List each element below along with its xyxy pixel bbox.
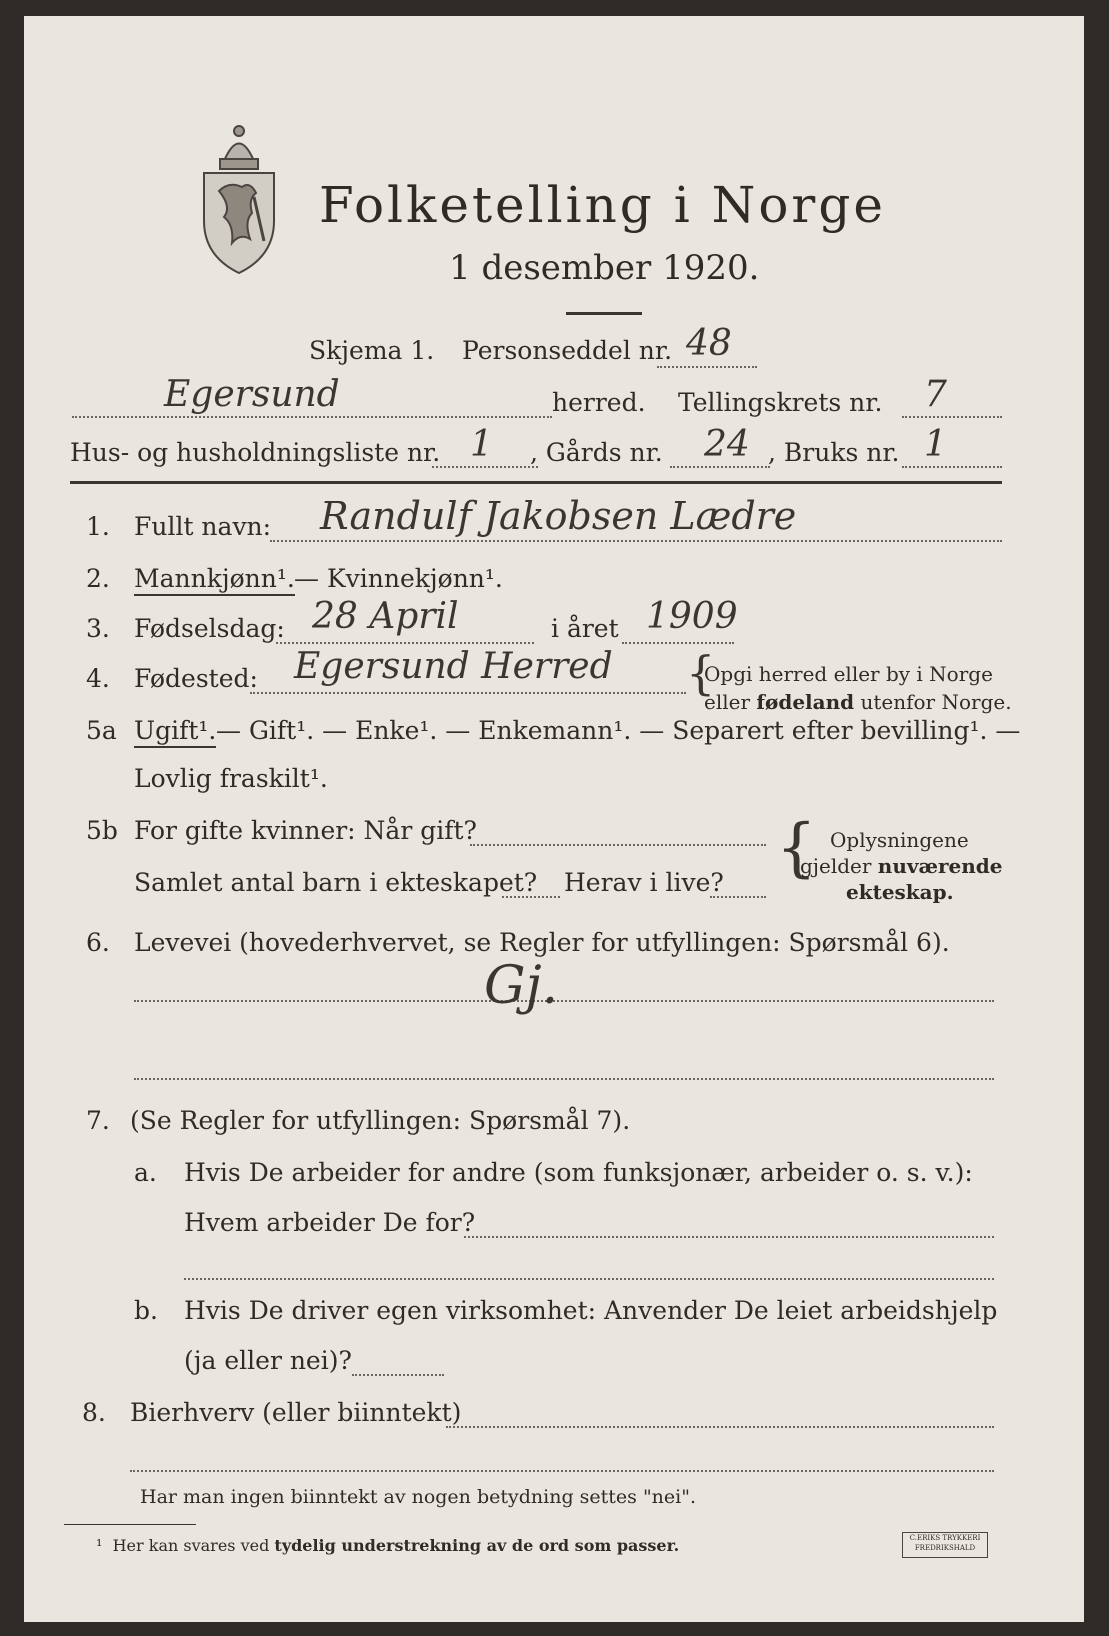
q5b-alive-label: Herav i live? xyxy=(564,868,724,897)
section-divider xyxy=(70,481,1002,484)
form-title: Folketelling i Norge xyxy=(319,176,886,234)
q7b-answer-line xyxy=(352,1374,444,1376)
tellingskrets-value: 7 xyxy=(924,374,947,415)
footer-note: Har man ingen biinntekt av nogen betydning settes "nei". xyxy=(140,1486,697,1508)
bruks-value: 1 xyxy=(924,424,947,465)
husliste-label: Hus- og husholdningsliste nr. xyxy=(70,438,441,467)
q8-line1 xyxy=(446,1426,994,1428)
q5a-ugift-underlined: Ugift¹. xyxy=(134,716,216,748)
q5b-note-line1: Oplysningene xyxy=(830,828,969,852)
personseddel-value: 48 xyxy=(686,323,732,364)
q5a-line2: Lovlig fraskilt¹. xyxy=(134,764,328,793)
husliste-value: 1 xyxy=(470,424,493,465)
q4-number: 4. xyxy=(86,664,110,693)
q7a-line-extra xyxy=(184,1278,994,1280)
q4-note-line2: eller fødeland utenfor Norge. xyxy=(704,690,1012,714)
q1-full-name: Randulf Jakobsen Lædre xyxy=(320,494,797,538)
q3-date-line xyxy=(276,642,534,644)
q6-number: 6. xyxy=(86,928,110,957)
q2-male-underlined: Mannkjønn¹. xyxy=(134,564,295,596)
personseddel-label: Personseddel nr. xyxy=(462,336,673,365)
printer-stamp: C.ERIKS TRYKKERI FREDRIKSHALD xyxy=(902,1532,988,1558)
q1-number: 1. xyxy=(86,512,110,541)
q5b-married-line xyxy=(470,844,766,846)
q4-note-line1: Opgi herred eller by i Norge xyxy=(704,662,993,686)
q8-label: Bierhverv (eller biinntekt) xyxy=(130,1398,462,1427)
q6-label: Levevei (hovederhvervet, se Regler for utfyllingen: Spørsmål 6). xyxy=(134,928,950,957)
husliste-line xyxy=(432,466,538,468)
q3-birth-date: 28 April xyxy=(312,596,459,637)
q5b-line1: For gifte kvinner: Når gift? xyxy=(134,816,477,845)
q3-label: Fødselsdag: xyxy=(134,614,285,643)
q4-birthplace: Egersund Herred xyxy=(294,646,613,687)
herred-line xyxy=(72,416,552,418)
q5b-number: 5b xyxy=(86,816,118,845)
q2-number: 2. xyxy=(86,564,110,593)
q2-female: — Kvinnekjønn¹. xyxy=(294,564,503,593)
q7a-line2: Hvem arbeider De for? xyxy=(184,1208,476,1237)
q7b-line2: (ja eller nei)? xyxy=(184,1346,352,1375)
q1-line xyxy=(270,540,1002,542)
q8-line2 xyxy=(130,1470,994,1472)
skjema-label: Skjema 1. xyxy=(309,336,435,365)
q6-occupation: Gj. xyxy=(484,956,559,1016)
personseddel-line xyxy=(657,366,757,368)
gards-line xyxy=(670,466,770,468)
q3-number: 3. xyxy=(86,614,110,643)
q5a-options: — Gift¹. — Enke¹. — Enkemann¹. — Separert efter bevilling¹. — xyxy=(216,716,1021,745)
q3-birth-year: 1909 xyxy=(646,596,738,637)
gards-value: 24 xyxy=(704,424,750,465)
q4-line xyxy=(250,692,686,694)
footnote-divider xyxy=(64,1524,196,1525)
q5b-brace: { xyxy=(776,811,817,885)
q7-label: (Se Regler for utfyllingen: Spørsmål 7). xyxy=(130,1106,631,1135)
q5b-alive-line xyxy=(710,896,766,898)
q6-line2 xyxy=(134,1078,994,1080)
q7-number: 7. xyxy=(86,1106,110,1135)
q5b-children-label: Samlet antal barn i ekteskapet? xyxy=(134,868,538,897)
q7b-line1: Hvis De driver egen virksomhet: Anvender De leiet arbeidshjelp xyxy=(184,1296,998,1325)
q6-line1 xyxy=(134,1000,994,1002)
tellingskrets-line xyxy=(902,416,1002,418)
q5b-note-line2: gjelder nuværende xyxy=(800,854,1003,878)
q5b-children-line xyxy=(502,896,560,898)
q4-label: Fødested: xyxy=(134,664,258,693)
gards-label: , Gårds nr. xyxy=(530,438,663,467)
q7b-letter: b. xyxy=(134,1296,158,1325)
herred-value: Egersund xyxy=(164,374,340,415)
q5a-number: 5a xyxy=(86,716,117,745)
q8-number: 8. xyxy=(82,1398,106,1427)
form-date: 1 desember 1920. xyxy=(449,248,760,288)
coat-of-arms-icon xyxy=(194,121,284,276)
q3-year-label: i året xyxy=(551,614,619,643)
q7a-line1: Hvis De arbeider for andre (som funksjonær, arbeider o. s. v.): xyxy=(184,1158,973,1187)
q1-label: Fullt navn: xyxy=(134,512,272,541)
q7a-employer-line xyxy=(464,1236,994,1238)
title-divider xyxy=(566,312,642,315)
herred-label: herred. xyxy=(552,388,646,417)
bruks-line xyxy=(902,466,1002,468)
q7a-letter: a. xyxy=(134,1158,157,1187)
tellingskrets-label: Tellingskrets nr. xyxy=(678,388,883,417)
bruks-label: , Bruks nr. xyxy=(768,438,900,467)
footnote: ¹ Her kan svares ved tydelig understrekning av de ord som passer. xyxy=(96,1536,680,1555)
q4-brace: { xyxy=(686,646,716,700)
q5b-note-line3: ekteskap. xyxy=(846,880,954,904)
census-form xyxy=(24,16,1084,1622)
q3-year-line xyxy=(622,642,734,644)
